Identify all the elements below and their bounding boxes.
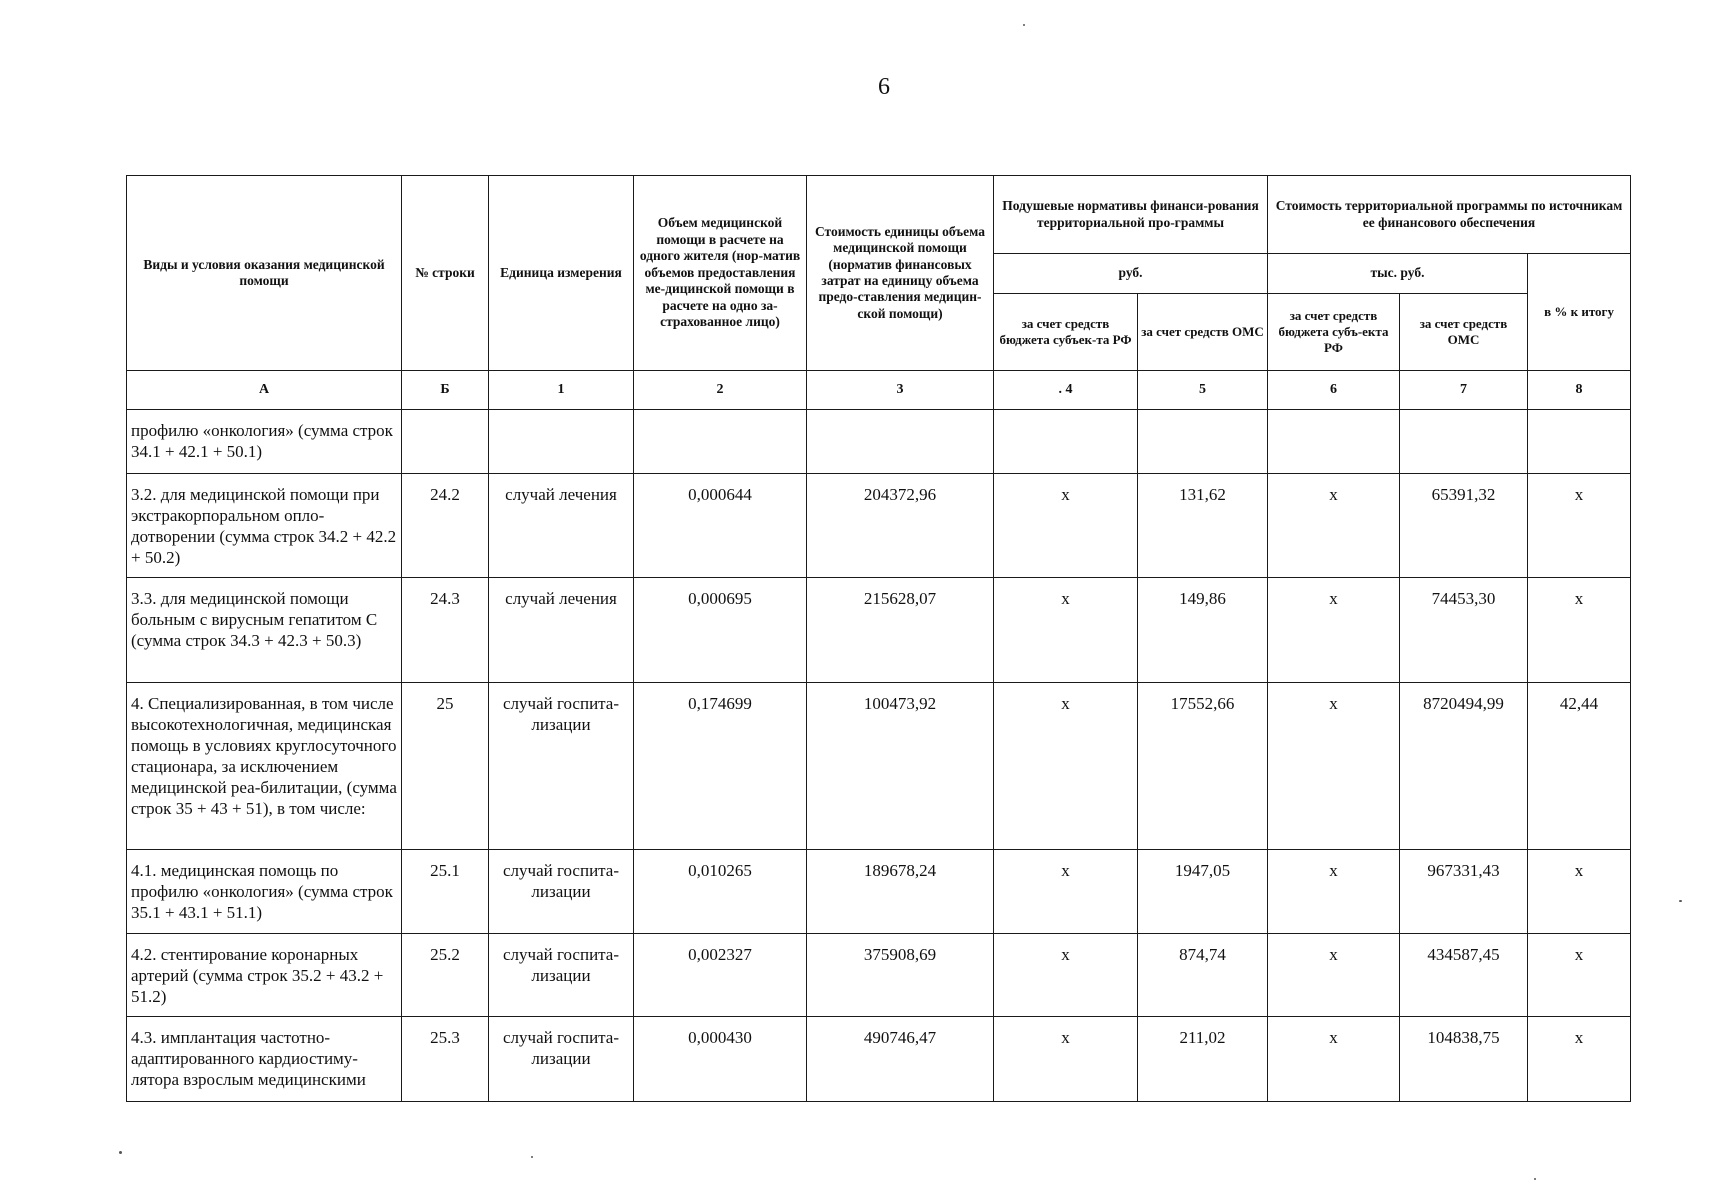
- row-budget-thous: х: [1268, 683, 1400, 850]
- row-line-number: 25: [402, 683, 489, 850]
- row-name: 4.3. имплантация частотно-адаптированного кардиостиму-лятора взрослым медицинскими: [127, 1017, 402, 1102]
- row-line-number: 25.2: [402, 934, 489, 1017]
- row-oms-thous: 8720494,99: [1400, 683, 1528, 850]
- row-name: 3.2. для медицинской помощи при экстракорпоральном опло-дотворении (сумма строк 34.2 + 42.2 + 50.2): [127, 474, 402, 578]
- row-unit-cost: [807, 410, 994, 474]
- scan-speck: [1679, 900, 1682, 902]
- table-row: [127, 578, 1631, 683]
- header-line-number: № строки: [402, 176, 489, 371]
- row-volume: 0,174699: [634, 683, 807, 850]
- row-unit: случай госпита-лизации: [489, 934, 634, 1017]
- row-unit: случай госпита-лизации: [489, 1017, 634, 1102]
- table-row: [127, 683, 1631, 850]
- row-oms-thous: [1400, 410, 1528, 474]
- row-percent: х: [1528, 934, 1631, 1017]
- column-index-row: [127, 371, 1631, 410]
- row-volume: 0,002327: [634, 934, 807, 1017]
- row-unit-cost: 490746,47: [807, 1017, 994, 1102]
- row-oms-rub: 149,86: [1138, 578, 1268, 683]
- row-percent: х: [1528, 1017, 1631, 1102]
- row-percent: 42,44: [1528, 683, 1631, 850]
- row-oms-thous: 434587,45: [1400, 934, 1528, 1017]
- table-row: [127, 410, 1631, 474]
- header-unit-rub: руб.: [994, 254, 1268, 294]
- column-index: 7: [1400, 371, 1528, 410]
- row-oms-rub: 1947,05: [1138, 850, 1268, 934]
- row-volume: 0,000644: [634, 474, 807, 578]
- header-oms-rub: за счет средств ОМС: [1138, 294, 1268, 371]
- row-unit: случай госпита-лизации: [489, 850, 634, 934]
- column-index: 6: [1268, 371, 1400, 410]
- row-unit: [489, 410, 634, 474]
- row-line-number: 25.1: [402, 850, 489, 934]
- row-budget-rub: х: [994, 1017, 1138, 1102]
- row-percent: х: [1528, 578, 1631, 683]
- column-index: 5: [1138, 371, 1268, 410]
- header-volume: Объем медицинской помощи в расчете на одного жителя (нор-матив объемов предоставления ме-дицинской помощи в расчете на одно за-страхованное лицо): [634, 176, 807, 371]
- header-care-types: Виды и условия оказания медицинской помощи: [127, 176, 402, 371]
- row-percent: [1528, 410, 1631, 474]
- row-oms-rub: [1138, 410, 1268, 474]
- row-unit: случай госпита-лизации: [489, 683, 634, 850]
- row-percent: х: [1528, 474, 1631, 578]
- row-oms-thous: 967331,43: [1400, 850, 1528, 934]
- row-unit: случай лечения: [489, 474, 634, 578]
- row-oms-rub: 874,74: [1138, 934, 1268, 1017]
- row-budget-thous: х: [1268, 1017, 1400, 1102]
- financing-table: [126, 175, 1631, 1102]
- row-line-number: 24.2: [402, 474, 489, 578]
- row-budget-thous: х: [1268, 474, 1400, 578]
- row-name: 3.3. для медицинской помощи больным с вирусным гепатитом С (сумма строк 34.3 + 42.3 + 50.3): [127, 578, 402, 683]
- row-name: 4. Специализированная, в том числе высокотехнологичная, медицинская помощь в условиях круглосуточного стационара, за исключением медицинской реа-билитации, (сумма строк 35 + 43 + 51), в том числе:: [127, 683, 402, 850]
- table-row: [127, 934, 1631, 1017]
- header-unit-thous-rub: тыс. руб.: [1268, 254, 1528, 294]
- row-unit-cost: 375908,69: [807, 934, 994, 1017]
- column-index: 3: [807, 371, 994, 410]
- row-oms-rub: 211,02: [1138, 1017, 1268, 1102]
- row-volume: 0,000430: [634, 1017, 807, 1102]
- column-index: . 4: [994, 371, 1138, 410]
- row-line-number: 24.3: [402, 578, 489, 683]
- row-volume: 0,010265: [634, 850, 807, 934]
- row-percent: х: [1528, 850, 1631, 934]
- row-name: профилю «онкология» (сумма строк 34.1 + 42.1 + 50.1): [127, 410, 402, 474]
- table-row: [127, 1017, 1631, 1102]
- header-percent-total: в % к итогу: [1528, 254, 1631, 371]
- row-line-number: [402, 410, 489, 474]
- row-budget-rub: х: [994, 934, 1138, 1017]
- table-row: [127, 850, 1631, 934]
- scan-speck: [1023, 24, 1025, 26]
- row-line-number: 25.3: [402, 1017, 489, 1102]
- header-budget-thous: за счет средств бюджета субъ-екта РФ: [1268, 294, 1400, 371]
- column-index: А: [127, 371, 402, 410]
- column-index: 2: [634, 371, 807, 410]
- scan-speck: [119, 1151, 122, 1154]
- row-volume: [634, 410, 807, 474]
- column-index: 8: [1528, 371, 1631, 410]
- row-budget-rub: х: [994, 850, 1138, 934]
- row-budget-rub: х: [994, 578, 1138, 683]
- header-per-capita-norms: Подушевые нормативы финанси-рования территориальной про-граммы: [994, 176, 1268, 254]
- row-oms-thous: 104838,75: [1400, 1017, 1528, 1102]
- header-unit-cost: Стоимость единицы объема медицинской помощи (норматив финансовых затрат на единицу объема предо-ставления медицин-ской помощи): [807, 176, 994, 371]
- header-unit: Единица измерения: [489, 176, 634, 371]
- row-unit-cost: 100473,92: [807, 683, 994, 850]
- header-oms-thous: за счет средств ОМС: [1400, 294, 1528, 371]
- row-name: 4.2. стентирование коронарных артерий (сумма строк 35.2 + 43.2 + 51.2): [127, 934, 402, 1017]
- row-unit-cost: 204372,96: [807, 474, 994, 578]
- row-budget-thous: х: [1268, 578, 1400, 683]
- row-budget-thous: [1268, 410, 1400, 474]
- row-name: 4.1. медицинская помощь по профилю «онкология» (сумма строк 35.1 + 43.1 + 51.1): [127, 850, 402, 934]
- header-program-cost: Стоимость территориальной программы по источникам ее финансового обеспечения: [1268, 176, 1631, 254]
- row-budget-rub: х: [994, 474, 1138, 578]
- row-oms-thous: 74453,30: [1400, 578, 1528, 683]
- row-unit: случай лечения: [489, 578, 634, 683]
- row-budget-rub: [994, 410, 1138, 474]
- column-index: Б: [402, 371, 489, 410]
- table-row: [127, 474, 1631, 578]
- row-budget-thous: х: [1268, 934, 1400, 1017]
- page-number: 6: [878, 74, 890, 100]
- row-budget-rub: х: [994, 683, 1138, 850]
- column-index: 1: [489, 371, 634, 410]
- header-budget-rub: за счет средств бюджета субъек-та РФ: [994, 294, 1138, 371]
- row-oms-rub: 17552,66: [1138, 683, 1268, 850]
- row-unit-cost: 215628,07: [807, 578, 994, 683]
- row-budget-thous: х: [1268, 850, 1400, 934]
- scan-speck: [1534, 1178, 1536, 1180]
- row-oms-rub: 131,62: [1138, 474, 1268, 578]
- row-unit-cost: 189678,24: [807, 850, 994, 934]
- row-volume: 0,000695: [634, 578, 807, 683]
- row-oms-thous: 65391,32: [1400, 474, 1528, 578]
- scan-speck: [531, 1156, 533, 1158]
